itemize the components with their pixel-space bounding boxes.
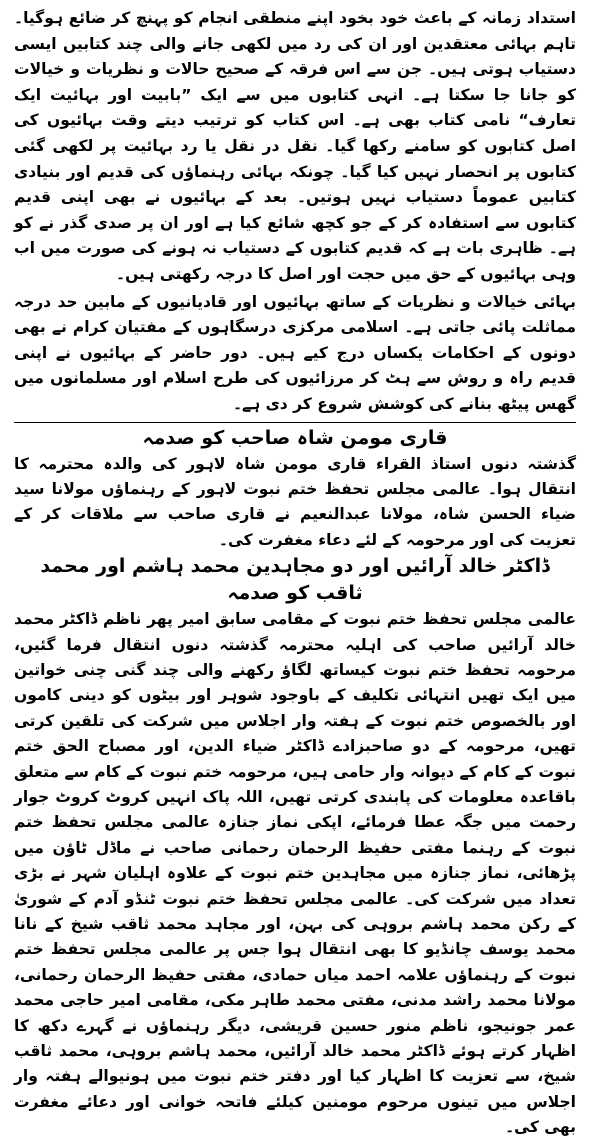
intro-text — [14, 6, 576, 418]
intro-paragraph-1: استداد زمانہ کے باعث خود بخود اپنے منطقی انجام کو پہنچ کر ضائع ہوگیا۔ تاہم بہائی معتقدین اور ان کی رد میں لکھی جانے والی چند کتابیں ایسی دستیاب ہوتی ہیں۔ جن سے اس فرقہ کے صحیح حالات و نظریات و خیالات کو جانا جا سکتا ہے۔ انہی کتابوں میں سے ایک ”بابیت اور بہائیت ایک تعارف“ نامی کتاب بھی ہے۔ اس کتاب کو ترتیب دیتے وقت بہائیوں کی اصل کتابوں کو سامنے رکھا گیا۔ نقل در نقل یا رد بہائیت پر لکھی گئی کتابوں پر انحصار نہیں کیا گیا۔ چونکہ بہائی رہنماؤں کی قدیم اور بنیادی کتابیں عموماً دستیاب نہیں ہوتیں۔ بعد کے بہائیوں نے بھی اپنی قدیم کتابوں سے استفادہ کر کے جو کچھ شائع کیا ہے اور ان پر صدی گذر نے کو ہے۔ ظاہری بات ہے کہ قدیم کتابوں کے دستیاب نہ ہونے کی صورت میں اب وہی بہائیوں کے حق میں حجت اور اصل کا درجہ رکھتی ہیں۔ — [14, 9, 576, 283]
section-heading: قاری مومن شاہ صاحب کو صدمہ — [142, 426, 448, 449]
section-qari-momin-shah — [14, 425, 576, 554]
section-dr-khalid-arain — [14, 553, 576, 1141]
section-heading: ڈاکٹر خالد آرائیں اور دو مجاہدین محمد ہاشم اور محمد ثاقب کو صدمہ — [40, 555, 550, 605]
section-divider — [14, 422, 576, 423]
section-body: گذشتہ دنوں استاذ القراء قاری مومن شاہ لاہور کی والدہ محترمہ کا انتقال ہوا۔ عالمی مجلس تحفظ ختم نبوت لاہور کے رہنماؤں مولانا سید ضیاء الحسن شاہ، مولانا عبدالنعیم نے قاری صاحب سے ملاقات کر کے تعزیت کی اور مرحومہ کے لئے دعاء مغفرت کی۔ — [14, 454, 576, 549]
section-body: عالمی مجلس تحفظ ختم نبوت کے مقامی سابق امیر پھر ناظم ڈاکٹر محمد خالد آرائیں صاحب کی اہلیہ محترمہ گذشتہ دنوں انتقال فرما گئیں، مرحومہ تحفظ ختم نبوت کیساتھ لگاؤ رکھنے والی چند گنی چنی خواتین میں ایک تھیں انتہائی تکلیف کے باوجود شوہر اور بیٹوں کو دینی کاموں اور بالخصوص ختم نبوت کے ہفتہ وار اجلاس میں شرکت کی تلقین کرتی تھیں، مرحومہ کے دو صاحبزادے ڈاکٹر ضیاء الدین، اور مصباح الحق ختم نبوت کے کام کے دیوانہ وار حامی ہیں، مرحومہ ختم نبوت کے کام سے متعلق باقاعدہ معلومات کی پابندی کرتی تھیں، اللہ پاک انہیں کروٹ کروٹ جوار رحمت میں جگہ عطا فرمائے، اپکی نماز جنازہ عالمی مجلس تحفظ ختم نبوت کے رہنما مفتی حفیظ الرحمان رحمانی صاحب نے ماڈل ٹاؤن میں پڑھائی، نماز جنازہ میں مجاہدین ختم نبوت کے علاوہ اہلیان شہر نے بڑی تعداد میں شرکت کی۔ عالمی مجلس تحفظ ختم نبوت ٹنڈو آدم کے شوریٰ کے رکن محمد ہاشم بروہی کی بہن، اور مجاہد محمد ثاقب شیخ کے نانا محمد یوسف چانڈیو کا بھی انتقال ہوا جس پر عالمی مجلس تحفظ ختم نبوت کے رہنماؤں علامہ احمد میاں حمادی، مفتی حفیظ الرحمان رحمانی، مولانا محمد راشد مدنی، مفتی محمد طاہر مکی، مقامی امیر حاجی محمد عمر جونیجو، ناظم منور حسین قریشی، دیگر رہنماؤں نے گہرے دکھ کا اظہار کرتے ہوئے ڈاکٹر محمد خالد آرائیں، محمد ہاشم بروہی، محمد ثاقب شیخ، سے تعزیت کا اظہار کیا اور دفتر ختم نبوت میں ہونیوالے ہفتہ وار اجلاس میں تینوں مرحوم مومنین کیلئے فاتحہ خوانی اور دعائے مغفرت بھی کی۔ — [14, 610, 576, 1137]
intro-paragraph-2: بہائی خیالات و نظریات کے ساتھ بہائیوں اور قادیانیوں کے مابین حد درجہ مماثلت پائی جاتی ہے۔ اسلامی مرکزی درسگاہوں کے مفتیان کرام نے بھی دونوں کے احکامات یکساں درج کیے ہیں۔ دور حاضر کے بہائیوں نے اپنی قدیم راہ و روش سے ہٹ کر مرزائیوں کی طرح اسلام اور مسلمانوں میں گھس پیٹھ بنانے کی کوشش شروع کر دی ہے۔ — [14, 292, 576, 413]
